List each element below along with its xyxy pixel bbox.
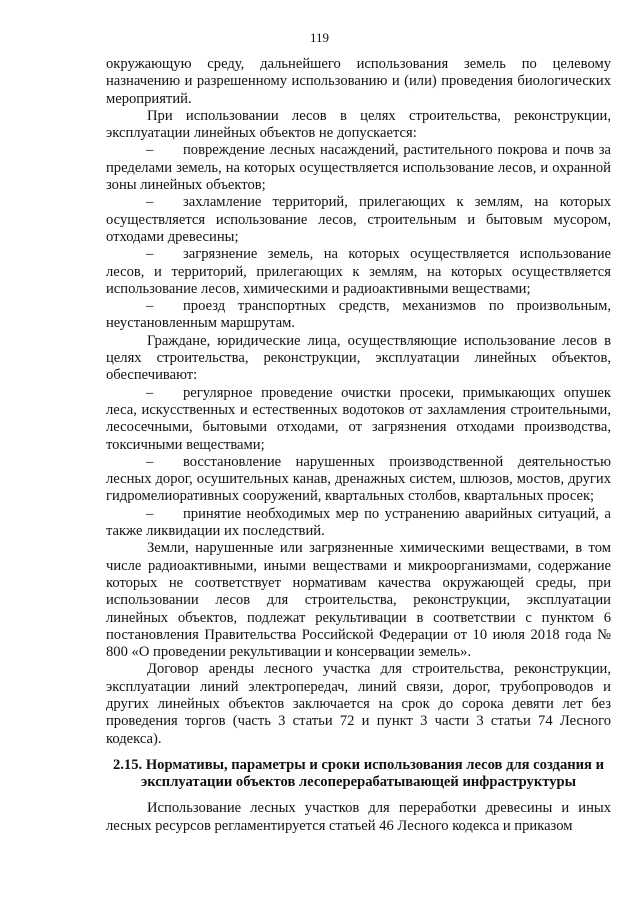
list-item-text: захламление территорий, прилегающих к землям, на которых осуществляется использование лесов, строительным и бытовым мусором, отходами древесины; — [106, 194, 611, 245]
paragraph-prohibitions-intro: При использовании лесов в целях строительства, реконструкции, эксплуатации линейных объектов не допускается: — [106, 107, 611, 142]
list-item-text: проезд транспортных средств, механизмов по произвольным, неустановленным маршрутам. — [106, 298, 611, 332]
list-item-text: восстановление нарушенных производственной деятельностью лесных дорог, осушительных канав, дренажных систем, шлюзов, мостов, других гидромелиоративных сооружений, квартальных столбов, квартальных просек; — [106, 453, 611, 505]
dash-marker: – — [146, 453, 154, 470]
page-content — [106, 56, 611, 835]
dash-marker: – — [146, 194, 154, 211]
list-item — [106, 298, 611, 333]
list-item — [106, 506, 611, 541]
list-item — [106, 454, 611, 506]
dash-marker: – — [146, 505, 154, 522]
list-item — [106, 385, 611, 454]
list-item-text: повреждение лесных насаждений, растительного покрова и почв за пределами земель, на которых осуществляется использование лесов, и охранной зоны линейных объектов; — [106, 142, 611, 194]
dash-marker: – — [146, 142, 154, 159]
dash-marker: – — [146, 384, 154, 401]
paragraph-obligations-intro: Граждане, юридические лица, осуществляющие использование лесов в целях строительства, реконструкции, эксплуатации линейных объектов, обеспечивают: — [106, 332, 611, 384]
paragraph-lease-agreement: Договор аренды лесного участка для строительства, реконструкции, эксплуатации линий электропередач, линий связи, дорог, трубопроводов и других линейных объектов заключается на срок до сорока девяти лет без проведения торгов (часть 3 статьи 72 и пункт 3 части 3 статьи 74 Лесного кодекса). — [106, 661, 611, 747]
list-item — [106, 246, 611, 298]
dash-marker: – — [146, 246, 154, 263]
section-heading: 2.15. Нормативы, параметры и сроки использования лесов для создания и эксплуатации объектов лесоперерабатывающей инфраструктуры — [112, 756, 605, 791]
paragraph-section-body: Использование лесных участков для переработки древесины и иных лесных ресурсов регламентируется статьей 46 Лесного кодекса и приказом — [106, 800, 611, 834]
paragraph-recultivation: Земли, нарушенные или загрязненные химическими веществами, в том числе радиоактивными, иными веществами и микроорганизмами, содержание которых не соответствует нормативам качества окружающей среды, при использовании лесов для строительства, реконструкции, эксплуатации линейных объектов, подлежат рекультивации в соответствии с пунктом 6 постановления Правительства Российской Федерации от 10 июля 2018 года № 800 «О проведении рекультивации и консервации земель». — [106, 540, 611, 661]
list-item — [106, 194, 611, 246]
page-number: 119 — [309, 30, 330, 45]
paragraph-continuation: окружающую среду, дальнейшего использования земель по целевому назначению и разрешенному использованию и (или) проведения биологических мероприятий. — [106, 56, 611, 107]
list-item — [106, 142, 611, 194]
list-item-text: регулярное проведение очистки просеки, примыкающих опушек леса, искусственных и естественных водотоков от захламления строительными, лесосечными, бытовыми отходами, от загрязнения отходами производства, токсичными веществами; — [106, 384, 611, 453]
list-item-text: принятие необходимых мер по устранению аварийных ситуаций, а также ликвидации их последствий. — [106, 505, 611, 540]
dash-marker: – — [146, 298, 154, 315]
list-item-text: загрязнение земель, на которых осуществляется использование лесов, и территорий, прилегающих к землям, на которых осуществляется использование лесов, химическими и радиоактивными веществами; — [106, 246, 611, 297]
